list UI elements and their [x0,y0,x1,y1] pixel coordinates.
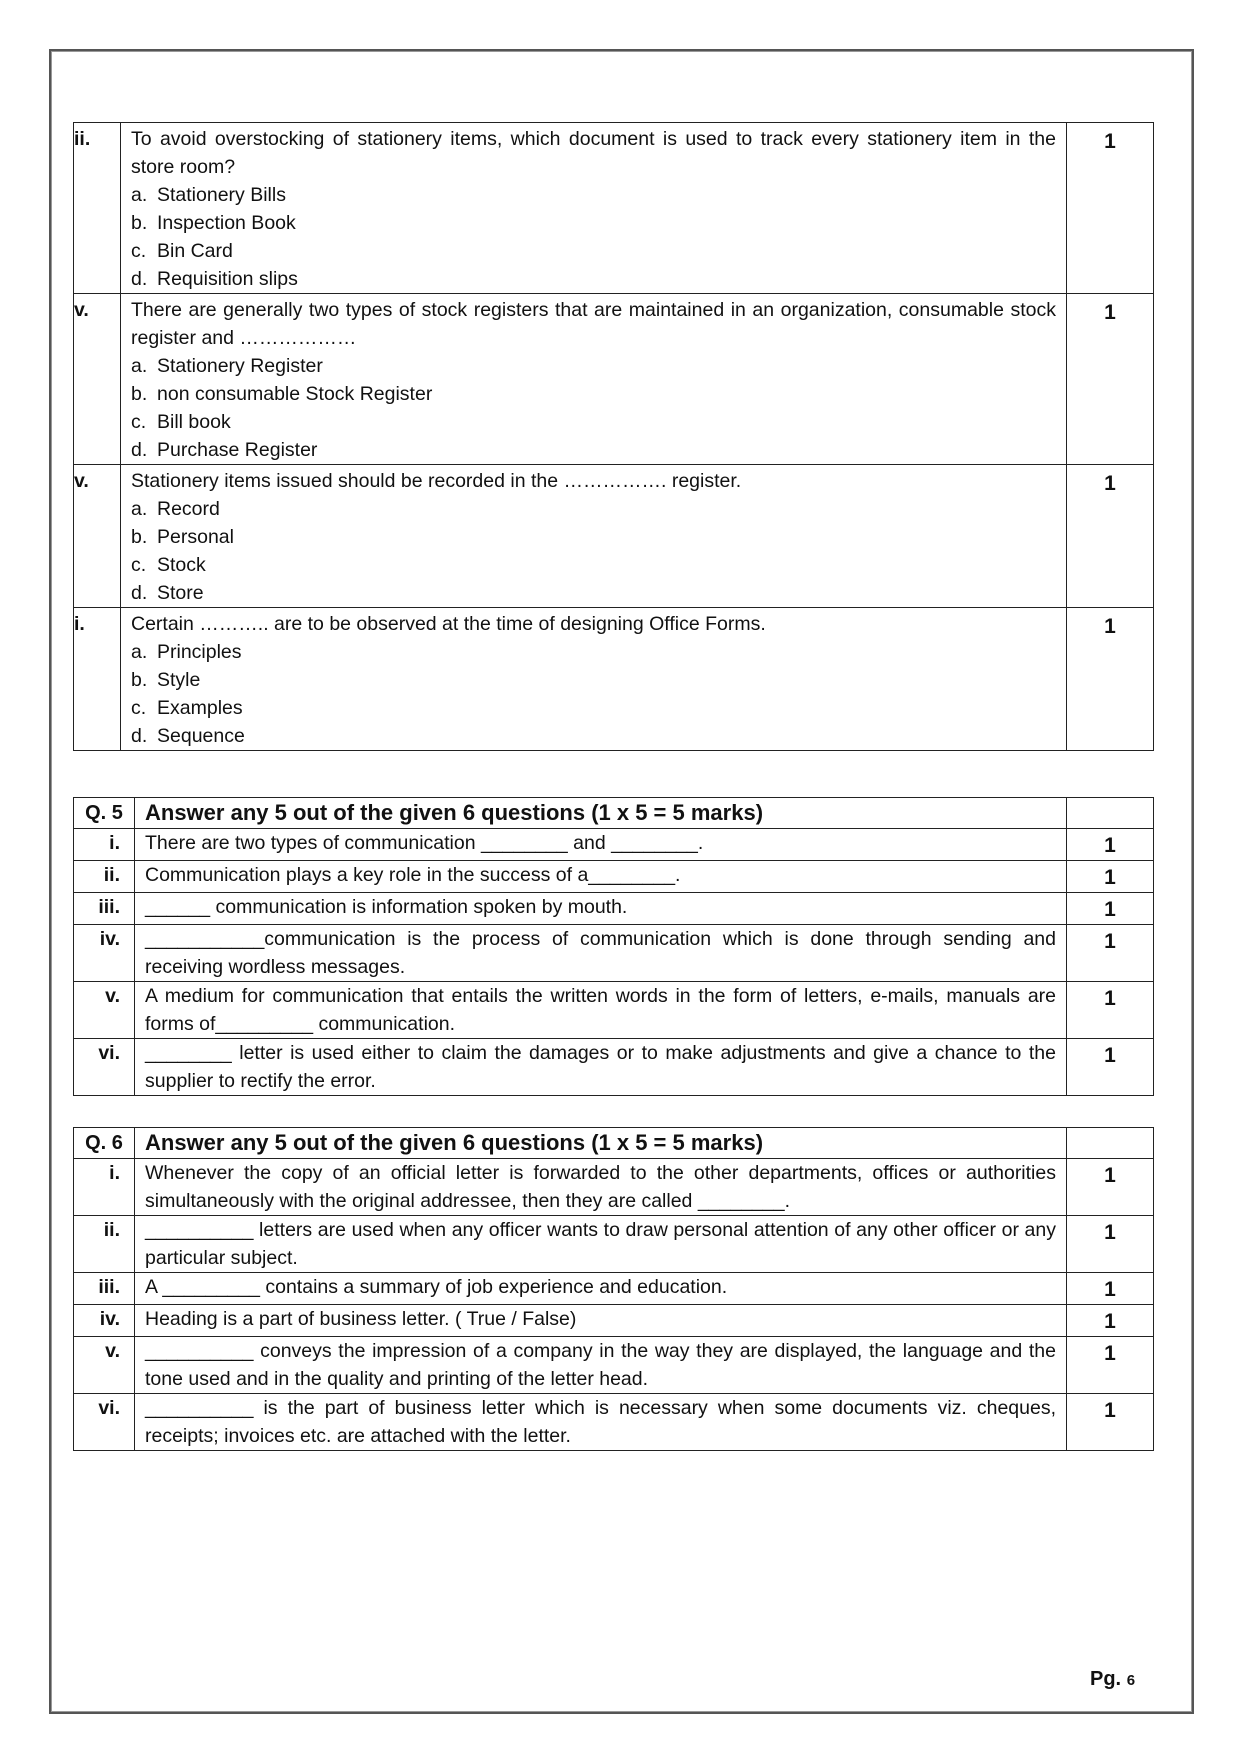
question-cell [121,465,1067,608]
table-row [74,294,1154,465]
question-label: Q. 5 [74,798,135,829]
sub-question-number: iv. [74,925,135,982]
table-row [74,1159,1154,1216]
question-number: v. [74,465,121,608]
question-text: Certain ……….. are to be observed at the time of designing Office Forms. [131,613,766,635]
sub-question-text: ________ letter is used either to claim the damages or to make adjustments and give a chance to the supplier to rectify the error. [135,1039,1067,1096]
sub-question-number: iii. [74,893,135,925]
table-row [74,608,1154,751]
question-cell [121,294,1067,465]
sub-question-number: vi. [74,1039,135,1096]
question-header-row [74,1128,1154,1159]
option-a: a. Stationery Register [131,355,323,377]
option-d: d. Sequence [131,725,245,747]
table-row [74,1039,1154,1096]
option-a: a. Record [131,498,220,520]
question-label: Q. 6 [74,1128,135,1159]
question-number: ii. [74,123,121,294]
table-row [74,465,1154,608]
marks-cell: 1 [1067,1159,1154,1216]
table-row [74,829,1154,861]
question-cell [121,608,1067,751]
sub-question-text: ___________communication is the process of communication which is done through sending and receiving wordless messages. [135,925,1067,982]
sub-question-text: __________ conveys the impression of a company in the way they are displayed, the language and the tone used and in the quality and printing of the letter head. [135,1337,1067,1394]
page-number [1090,1668,1135,1691]
q6-table [73,1127,1154,1451]
page-label: Pg. [1090,1668,1122,1690]
page-number-value: 6 [1126,1672,1136,1689]
option-c: c. Bill book [131,411,231,433]
sub-question-number: v. [74,982,135,1039]
marks-cell: 1 [1067,861,1154,893]
question-header-row [74,798,1154,829]
marks-header-cell [1067,1128,1154,1159]
sub-question-text: __________ letters are used when any officer wants to draw personal attention of any other officer or any particular subject. [135,1216,1067,1273]
marks-header-cell [1067,798,1154,829]
sub-question-number: iv. [74,1305,135,1337]
sub-question-text: Whenever the copy of an official letter is forwarded to the other departments, offices or authorities simultaneously with the original addressee, then they are called ________. [135,1159,1067,1216]
q5-table [73,797,1154,1096]
sub-question-number: ii. [74,861,135,893]
marks-cell: 1 [1067,1394,1154,1451]
marks-cell: 1 [1067,123,1154,294]
marks-cell: 1 [1067,1039,1154,1096]
marks-cell: 1 [1067,1337,1154,1394]
question-text: There are generally two types of stock registers that are maintained in an organization, consumable stock register and ……………… [131,299,1056,349]
marks-cell: 1 [1067,1305,1154,1337]
mcq-table [73,122,1154,751]
marks-cell: 1 [1067,982,1154,1039]
sub-question-number: iii. [74,1273,135,1305]
option-d: d. Requisition slips [131,268,298,290]
option-b: b. Personal [131,526,234,548]
option-c: c. Bin Card [131,240,233,262]
marks-cell: 1 [1067,294,1154,465]
marks-cell: 1 [1067,465,1154,608]
option-c: c. Stock [131,554,206,576]
sub-question-text: A _________ contains a summary of job experience and education. [135,1273,1067,1305]
table-row [74,1394,1154,1451]
question-number: i. [74,608,121,751]
table-row [74,1305,1154,1337]
table-row [74,1216,1154,1273]
table-row [74,123,1154,294]
option-b: b. Inspection Book [131,212,296,234]
table-row [74,925,1154,982]
question-text: To avoid overstocking of stationery items, which document is used to track every stationery item in the store room? [131,128,1056,178]
sub-question-text: There are two types of communication ________ and ________. [135,829,1067,861]
table-row [74,982,1154,1039]
question-number: v. [74,294,121,465]
table-row [74,1337,1154,1394]
table-row [74,1273,1154,1305]
question-heading: Answer any 5 out of the given 6 questions (1 x 5 = 5 marks) [135,798,1067,829]
sub-question-number: ii. [74,1216,135,1273]
sub-question-number: vi. [74,1394,135,1451]
marks-cell: 1 [1067,1273,1154,1305]
sub-question-number: v. [74,1337,135,1394]
option-a: a. Principles [131,641,242,663]
sub-question-number: i. [74,1159,135,1216]
sub-question-text: Communication plays a key role in the success of a________. [135,861,1067,893]
option-d: d. Purchase Register [131,439,318,461]
option-c: c. Examples [131,697,243,719]
option-b: b. non consumable Stock Register [131,383,433,405]
marks-cell: 1 [1067,893,1154,925]
marks-cell: 1 [1067,1216,1154,1273]
question-heading: Answer any 5 out of the given 6 questions (1 x 5 = 5 marks) [135,1128,1067,1159]
table-row [74,861,1154,893]
marks-cell: 1 [1067,829,1154,861]
option-a: a. Stationery Bills [131,184,286,206]
option-d: d. Store [131,582,204,604]
option-b: b. Style [131,669,201,691]
marks-cell: 1 [1067,608,1154,751]
question-cell [121,123,1067,294]
sub-question-text: ______ communication is information spoken by mouth. [135,893,1067,925]
question-text: Stationery items issued should be recorded in the ……………. register. [131,470,742,492]
sub-question-text: A medium for communication that entails the written words in the form of letters, e-mails, manuals are forms of_________ communication. [135,982,1067,1039]
table-row [74,893,1154,925]
sub-question-text: __________ is the part of business letter which is necessary when some documents viz. cheques, receipts; invoices etc. are attached with the letter. [135,1394,1067,1451]
sub-question-number: i. [74,829,135,861]
sub-question-text: Heading is a part of business letter. ( True / False) [135,1305,1067,1337]
marks-cell: 1 [1067,925,1154,982]
